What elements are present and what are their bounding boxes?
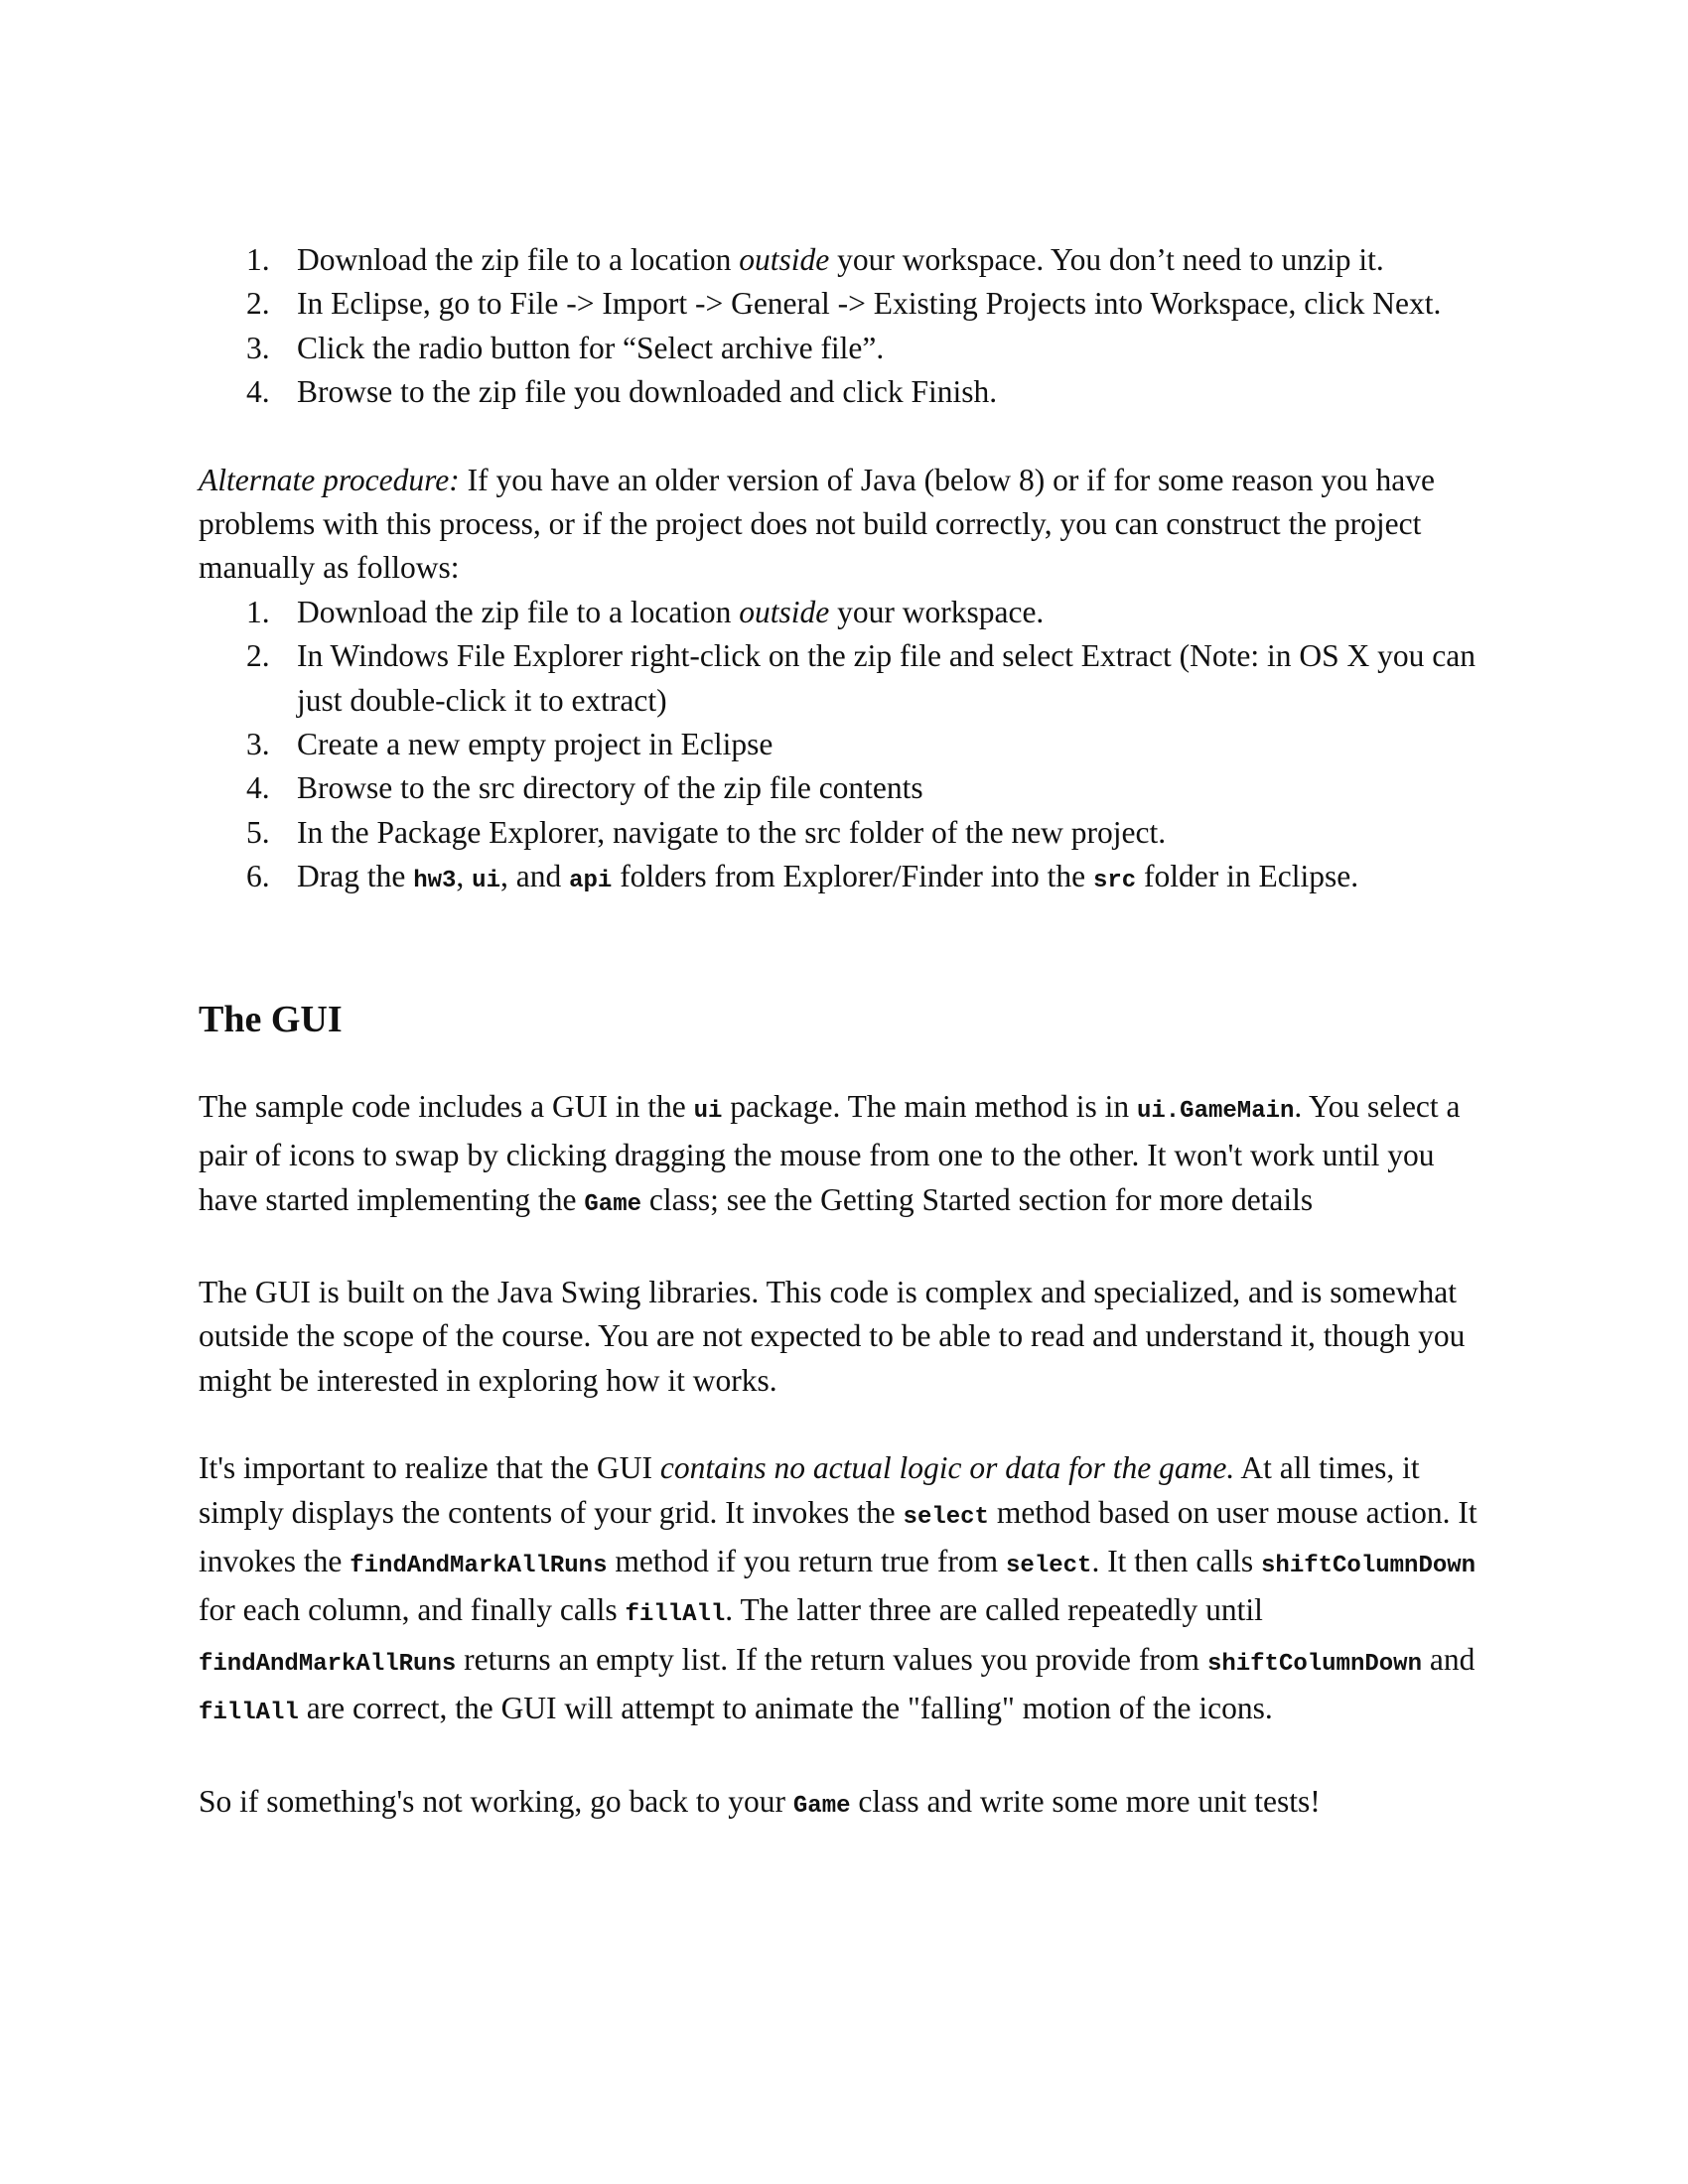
list-item: 6. Drag the hw3, ui, and api folders from Explorer/Finder into the src folder in Eclipse. — [199, 855, 1489, 903]
list-number: 1. — [246, 594, 270, 629]
list-number: 6. — [246, 859, 270, 894]
alternate-procedure-label: Alternate procedure: — [199, 462, 460, 497]
list-item: 4. Browse to the zip file you downloaded and click Finish. — [199, 370, 1489, 414]
list-item: 4. Browse to the src directory of the zip file contents — [199, 766, 1489, 810]
list-number: 5. — [246, 814, 270, 850]
list-number: 3. — [246, 727, 270, 762]
list-number: 2. — [246, 286, 270, 322]
list-item: 2. In Windows File Explorer right-click on the zip file and select Extract (Note: in OS X you can just double-click it to extract) — [199, 634, 1489, 723]
list-item: 5. In the Package Explorer, navigate to the src folder of the new project. — [199, 811, 1489, 855]
list-item: 2. In Eclipse, go to File -> Import -> General -> Existing Projects into Workspace, click Next. — [199, 282, 1489, 326]
list-number: 4. — [246, 770, 270, 806]
import-steps-list — [199, 238, 1489, 415]
list-item: 3. Create a new empty project in Eclipse — [199, 723, 1489, 766]
list-number: 2. — [246, 638, 270, 674]
list-item: 3. Click the radio button for “Select archive file”. — [199, 327, 1489, 370]
gui-intro-paragraph: The sample code includes a GUI in the ui package. The main method is in ui.GameMain. You select a pair of icons to swap by clicking dragging the mouse from one to the other. It won't work until you have started implementing the Game class; see the Getting Started section for more details — [199, 1088, 1461, 1218]
alternate-procedure-paragraph: Alternate procedure: If you have an older version of Java (below 8) or if for some reason you have problems with this process, or if the project does not build correctly, you can construct the project manually as follows: — [199, 462, 1436, 586]
swing-paragraph: The GUI is built on the Java Swing libraries. This code is complex and specialized, and is somewhat outside the scope of the course. You are not expected to be able to read and understand it, though you might be interested in exploring how it works. — [199, 1274, 1466, 1398]
list-item: 1. Download the zip file to a location outside your workspace. You don’t need to unzip it. — [199, 238, 1489, 282]
list-number: 1. — [246, 242, 270, 277]
list-number: 4. — [246, 374, 270, 410]
page-content — [199, 238, 1489, 1829]
section-heading: The GUI — [199, 998, 343, 1040]
gui-logic-paragraph: It's important to realize that the GUI contains no actual logic or data for the game. At all times, it simply displays the contents of your grid. It invokes the select method based on user mouse action. It invokes the findAndMarkAllRuns method if you return true from select. It then calls shiftColumnDown for each column, and finally calls fillAll. The latter three are called repeatedly until findAndMarkAllRuns returns an empty list. If the return values you provide from shiftColumnDown and fillAll are correct, the GUI will attempt to animate the "falling" motion of the icons. — [199, 1450, 1477, 1727]
list-number: 3. — [246, 330, 270, 365]
list-item: 1. Download the zip file to a location outside your workspace. — [199, 591, 1489, 634]
closing-paragraph: So if something's not working, go back to your Game class and write some more unit tests! — [199, 1783, 1321, 1820]
manual-steps-list — [199, 591, 1489, 904]
